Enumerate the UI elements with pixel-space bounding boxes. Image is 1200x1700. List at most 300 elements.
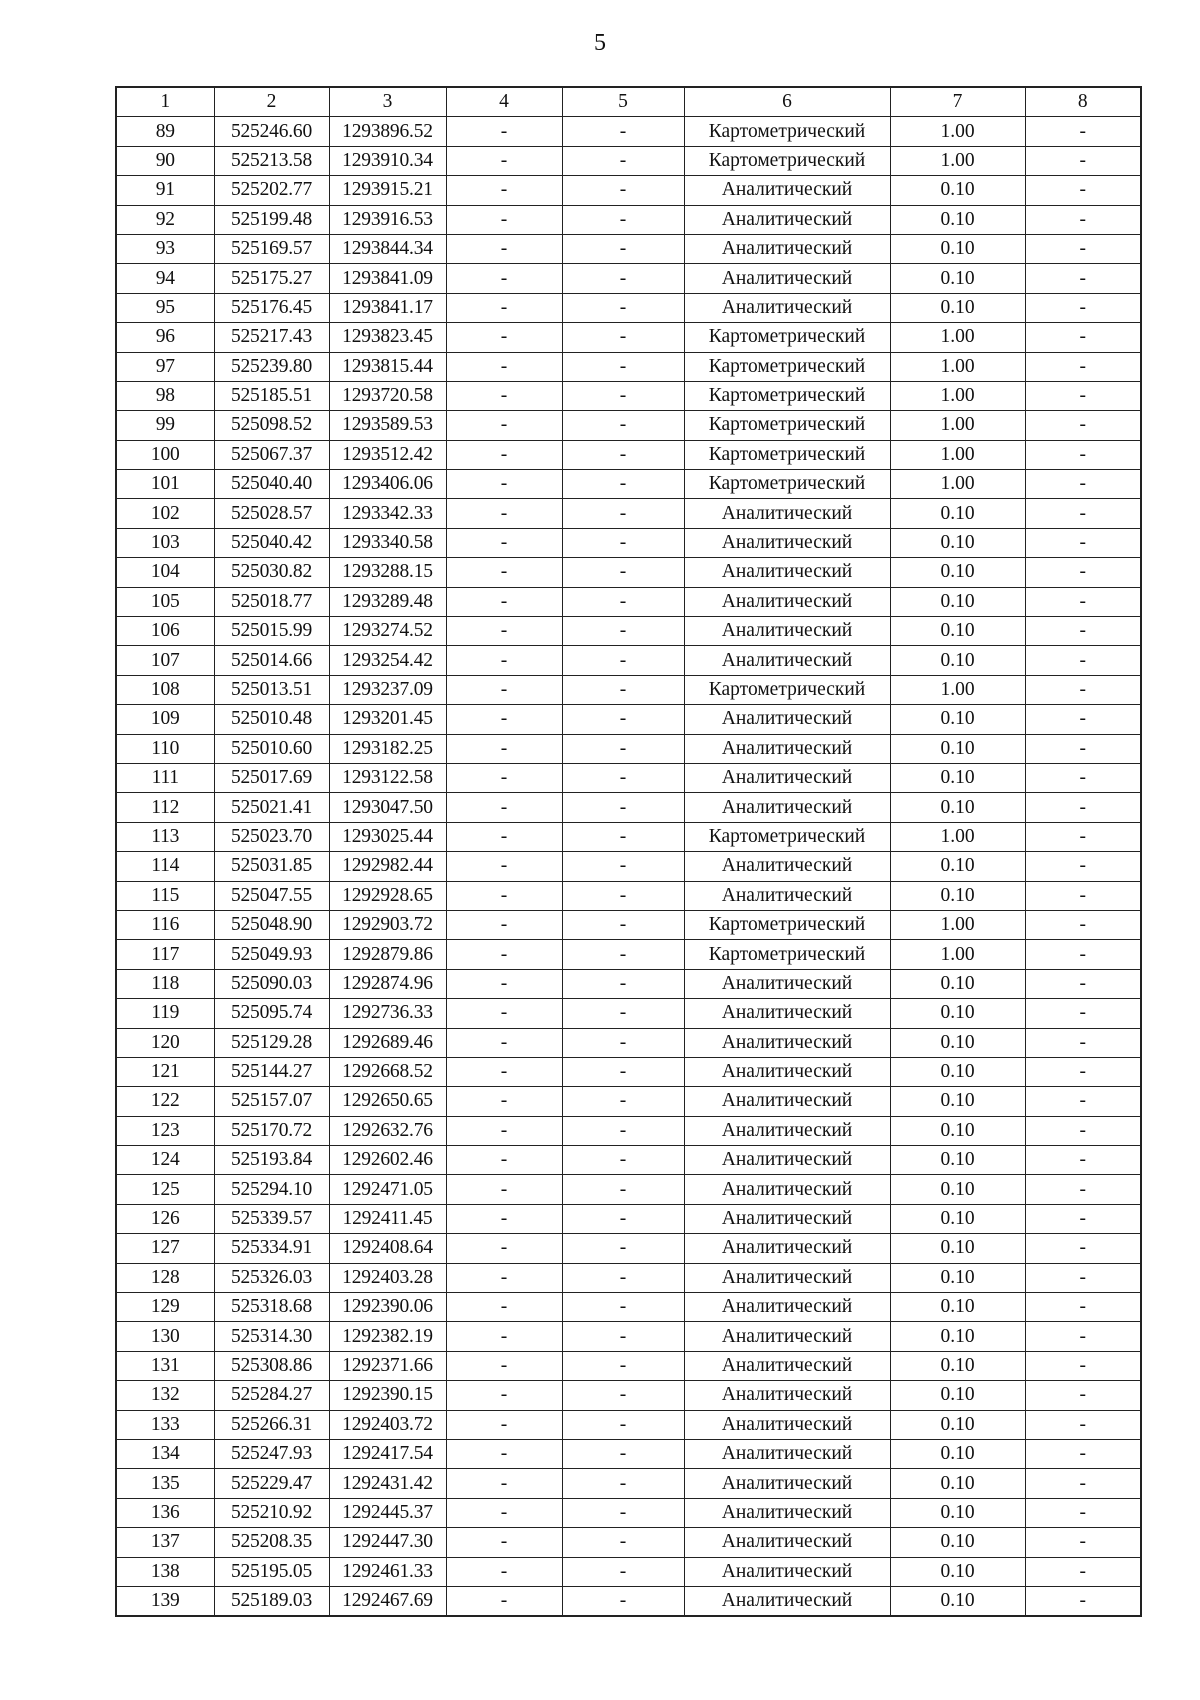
column-5-cell: -: [562, 793, 684, 822]
column-5-cell: -: [562, 881, 684, 910]
accuracy-cell: 0.10: [890, 528, 1025, 557]
y-coordinate-cell: 1292689.46: [329, 1028, 446, 1057]
accuracy-cell: 1.00: [890, 352, 1025, 381]
y-coordinate-cell: 1293122.58: [329, 763, 446, 792]
table-row: [116, 1234, 1141, 1263]
table-row: [116, 1498, 1141, 1527]
column-8-cell: -: [1025, 264, 1141, 293]
point-number-cell: 119: [116, 999, 214, 1028]
x-coordinate-cell: 525229.47: [214, 1469, 329, 1498]
column-4-cell: -: [446, 352, 562, 381]
y-coordinate-cell: 1292411.45: [329, 1204, 446, 1233]
method-cell: Аналитический: [684, 587, 890, 616]
column-8-cell: -: [1025, 1439, 1141, 1468]
accuracy-cell: 0.10: [890, 1586, 1025, 1616]
y-coordinate-cell: 1292382.19: [329, 1322, 446, 1351]
method-cell: Аналитический: [684, 705, 890, 734]
accuracy-cell: 0.10: [890, 1087, 1025, 1116]
table-row: [116, 617, 1141, 646]
accuracy-cell: 1.00: [890, 117, 1025, 146]
accuracy-cell: 0.10: [890, 1498, 1025, 1527]
y-coordinate-cell: 1292736.33: [329, 999, 446, 1028]
column-8-cell: -: [1025, 1057, 1141, 1086]
column-5-cell: -: [562, 146, 684, 175]
point-number-cell: 125: [116, 1175, 214, 1204]
column-4-cell: -: [446, 1557, 562, 1586]
x-coordinate-cell: 525169.57: [214, 234, 329, 263]
column-4-cell: -: [446, 763, 562, 792]
column-4-cell: -: [446, 558, 562, 587]
method-cell: Аналитический: [684, 1234, 890, 1263]
column-header-1: 1: [116, 87, 214, 117]
method-cell: Аналитический: [684, 1528, 890, 1557]
column-5-cell: -: [562, 528, 684, 557]
y-coordinate-cell: 1293589.53: [329, 411, 446, 440]
x-coordinate-cell: 525334.91: [214, 1234, 329, 1263]
table-row: [116, 705, 1141, 734]
x-coordinate-cell: 525013.51: [214, 675, 329, 704]
table-row: [116, 1351, 1141, 1380]
x-coordinate-cell: 525040.42: [214, 528, 329, 557]
y-coordinate-cell: 1293182.25: [329, 734, 446, 763]
column-8-cell: -: [1025, 969, 1141, 998]
table-row: [116, 1263, 1141, 1292]
column-4-cell: -: [446, 528, 562, 557]
y-coordinate-cell: 1293025.44: [329, 822, 446, 851]
y-coordinate-cell: 1292417.54: [329, 1439, 446, 1468]
table-row: [116, 940, 1141, 969]
point-number-cell: 107: [116, 646, 214, 675]
y-coordinate-cell: 1293841.09: [329, 264, 446, 293]
accuracy-cell: 0.10: [890, 1439, 1025, 1468]
column-header-2: 2: [214, 87, 329, 117]
table-row: [116, 1469, 1141, 1498]
method-cell: Аналитический: [684, 1586, 890, 1616]
column-5-cell: -: [562, 470, 684, 499]
page-number: 5: [594, 30, 606, 56]
column-4-cell: -: [446, 1087, 562, 1116]
column-4-cell: -: [446, 1146, 562, 1175]
point-number-cell: 109: [116, 705, 214, 734]
column-5-cell: -: [562, 499, 684, 528]
x-coordinate-cell: 525170.72: [214, 1116, 329, 1145]
point-number-cell: 89: [116, 117, 214, 146]
x-coordinate-cell: 525049.93: [214, 940, 329, 969]
method-cell: Аналитический: [684, 1381, 890, 1410]
point-number-cell: 114: [116, 852, 214, 881]
y-coordinate-cell: 1292668.52: [329, 1057, 446, 1086]
point-number-cell: 111: [116, 763, 214, 792]
point-number-cell: 126: [116, 1204, 214, 1233]
table-row: [116, 1439, 1141, 1468]
column-5-cell: -: [562, 176, 684, 205]
table-row: [116, 852, 1141, 881]
column-8-cell: -: [1025, 499, 1141, 528]
x-coordinate-cell: 525030.82: [214, 558, 329, 587]
point-number-cell: 139: [116, 1586, 214, 1616]
point-number-cell: 96: [116, 323, 214, 352]
y-coordinate-cell: 1293841.17: [329, 293, 446, 322]
table-row: [116, 176, 1141, 205]
accuracy-cell: 0.10: [890, 969, 1025, 998]
column-8-cell: -: [1025, 352, 1141, 381]
column-5-cell: -: [562, 1586, 684, 1616]
table-row: [116, 1586, 1141, 1616]
accuracy-cell: 1.00: [890, 910, 1025, 939]
y-coordinate-cell: 1292467.69: [329, 1586, 446, 1616]
column-5-cell: -: [562, 1439, 684, 1468]
column-5-cell: -: [562, 352, 684, 381]
column-5-cell: -: [562, 293, 684, 322]
method-cell: Аналитический: [684, 176, 890, 205]
accuracy-cell: 0.10: [890, 617, 1025, 646]
column-4-cell: -: [446, 1204, 562, 1233]
x-coordinate-cell: 525017.69: [214, 763, 329, 792]
x-coordinate-cell: 525157.07: [214, 1087, 329, 1116]
column-5-cell: -: [562, 734, 684, 763]
column-4-cell: -: [446, 411, 562, 440]
y-coordinate-cell: 1293512.42: [329, 440, 446, 469]
column-4-cell: -: [446, 822, 562, 851]
column-8-cell: -: [1025, 1469, 1141, 1498]
x-coordinate-cell: 525010.60: [214, 734, 329, 763]
method-cell: Картометрический: [684, 470, 890, 499]
column-5-cell: -: [562, 1057, 684, 1086]
accuracy-cell: 0.10: [890, 1028, 1025, 1057]
x-coordinate-cell: 525023.70: [214, 822, 329, 851]
table-row: [116, 352, 1141, 381]
method-cell: Картометрический: [684, 381, 890, 410]
point-number-cell: 94: [116, 264, 214, 293]
table-row: [116, 146, 1141, 175]
y-coordinate-cell: 1293720.58: [329, 381, 446, 410]
column-4-cell: -: [446, 587, 562, 616]
column-8-cell: -: [1025, 528, 1141, 557]
column-8-cell: -: [1025, 1293, 1141, 1322]
column-8-cell: -: [1025, 910, 1141, 939]
x-coordinate-cell: 525266.31: [214, 1410, 329, 1439]
method-cell: Аналитический: [684, 999, 890, 1028]
column-8-cell: -: [1025, 205, 1141, 234]
accuracy-cell: 1.00: [890, 675, 1025, 704]
x-coordinate-cell: 525031.85: [214, 852, 329, 881]
y-coordinate-cell: 1292408.64: [329, 1234, 446, 1263]
accuracy-cell: 0.10: [890, 1204, 1025, 1233]
x-coordinate-cell: 525217.43: [214, 323, 329, 352]
table-row: [116, 822, 1141, 851]
point-number-cell: 95: [116, 293, 214, 322]
column-5-cell: -: [562, 1293, 684, 1322]
column-4-cell: -: [446, 1028, 562, 1057]
y-coordinate-cell: 1293823.45: [329, 323, 446, 352]
method-cell: Картометрический: [684, 117, 890, 146]
y-coordinate-cell: 1293289.48: [329, 587, 446, 616]
column-5-cell: -: [562, 558, 684, 587]
x-coordinate-cell: 525308.86: [214, 1351, 329, 1380]
method-cell: Аналитический: [684, 852, 890, 881]
column-4-cell: -: [446, 1351, 562, 1380]
accuracy-cell: 1.00: [890, 470, 1025, 499]
method-cell: Аналитический: [684, 1087, 890, 1116]
y-coordinate-cell: 1292390.06: [329, 1293, 446, 1322]
column-4-cell: -: [446, 234, 562, 263]
method-cell: Картометрический: [684, 323, 890, 352]
column-8-cell: -: [1025, 646, 1141, 675]
column-4-cell: -: [446, 205, 562, 234]
column-8-cell: -: [1025, 1322, 1141, 1351]
point-number-cell: 102: [116, 499, 214, 528]
column-4-cell: -: [446, 910, 562, 939]
x-coordinate-cell: 525326.03: [214, 1263, 329, 1292]
x-coordinate-cell: 525018.77: [214, 587, 329, 616]
method-cell: Аналитический: [684, 1146, 890, 1175]
point-number-cell: 117: [116, 940, 214, 969]
accuracy-cell: 0.10: [890, 1293, 1025, 1322]
accuracy-cell: 1.00: [890, 323, 1025, 352]
coordinates-table: [115, 86, 1142, 1617]
table-row: [116, 1175, 1141, 1204]
column-8-cell: -: [1025, 1175, 1141, 1204]
y-coordinate-cell: 1292982.44: [329, 852, 446, 881]
point-number-cell: 103: [116, 528, 214, 557]
x-coordinate-cell: 525246.60: [214, 117, 329, 146]
x-coordinate-cell: 525314.30: [214, 1322, 329, 1351]
column-8-cell: -: [1025, 881, 1141, 910]
y-coordinate-cell: 1293342.33: [329, 499, 446, 528]
accuracy-cell: 0.10: [890, 234, 1025, 263]
column-8-cell: -: [1025, 411, 1141, 440]
method-cell: Аналитический: [684, 646, 890, 675]
column-4-cell: -: [446, 1498, 562, 1527]
point-number-cell: 101: [116, 470, 214, 499]
point-number-cell: 98: [116, 381, 214, 410]
column-4-cell: -: [446, 1439, 562, 1468]
x-coordinate-cell: 525195.05: [214, 1557, 329, 1586]
accuracy-cell: 1.00: [890, 146, 1025, 175]
accuracy-cell: 0.10: [890, 1057, 1025, 1086]
column-8-cell: -: [1025, 1028, 1141, 1057]
column-5-cell: -: [562, 999, 684, 1028]
y-coordinate-cell: 1292903.72: [329, 910, 446, 939]
column-8-cell: -: [1025, 1381, 1141, 1410]
column-4-cell: -: [446, 1057, 562, 1086]
column-8-cell: -: [1025, 1234, 1141, 1263]
column-4-cell: -: [446, 1410, 562, 1439]
column-4-cell: -: [446, 1175, 562, 1204]
x-coordinate-cell: 525015.99: [214, 617, 329, 646]
column-5-cell: -: [562, 940, 684, 969]
table-row: [116, 999, 1141, 1028]
table-row: [116, 587, 1141, 616]
column-8-cell: -: [1025, 675, 1141, 704]
column-5-cell: -: [562, 1234, 684, 1263]
accuracy-cell: 0.10: [890, 1351, 1025, 1380]
table-row: [116, 323, 1141, 352]
method-cell: Аналитический: [684, 528, 890, 557]
x-coordinate-cell: 525067.37: [214, 440, 329, 469]
point-number-cell: 92: [116, 205, 214, 234]
column-4-cell: -: [446, 705, 562, 734]
point-number-cell: 134: [116, 1439, 214, 1468]
column-8-cell: -: [1025, 146, 1141, 175]
x-coordinate-cell: 525129.28: [214, 1028, 329, 1057]
column-4-cell: -: [446, 734, 562, 763]
method-cell: Картометрический: [684, 440, 890, 469]
table-row: [116, 1322, 1141, 1351]
column-header-8: 8: [1025, 87, 1141, 117]
y-coordinate-cell: 1293916.53: [329, 205, 446, 234]
column-5-cell: -: [562, 1498, 684, 1527]
y-coordinate-cell: 1293896.52: [329, 117, 446, 146]
column-5-cell: -: [562, 1146, 684, 1175]
method-cell: Аналитический: [684, 881, 890, 910]
x-coordinate-cell: 525284.27: [214, 1381, 329, 1410]
column-5-cell: -: [562, 675, 684, 704]
column-header-7: 7: [890, 87, 1025, 117]
column-4-cell: -: [446, 470, 562, 499]
table-row: [116, 793, 1141, 822]
x-coordinate-cell: 525189.03: [214, 1586, 329, 1616]
point-number-cell: 133: [116, 1410, 214, 1439]
method-cell: Аналитический: [684, 1263, 890, 1292]
column-5-cell: -: [562, 1263, 684, 1292]
y-coordinate-cell: 1292874.96: [329, 969, 446, 998]
column-4-cell: -: [446, 381, 562, 410]
column-5-cell: -: [562, 381, 684, 410]
point-number-cell: 91: [116, 176, 214, 205]
table-row: [116, 1293, 1141, 1322]
y-coordinate-cell: 1292461.33: [329, 1557, 446, 1586]
column-5-cell: -: [562, 1028, 684, 1057]
column-4-cell: -: [446, 999, 562, 1028]
column-5-cell: -: [562, 763, 684, 792]
column-4-cell: -: [446, 1381, 562, 1410]
point-number-cell: 132: [116, 1381, 214, 1410]
method-cell: Аналитический: [684, 1410, 890, 1439]
point-number-cell: 123: [116, 1116, 214, 1145]
table-row: [116, 528, 1141, 557]
table-row: [116, 264, 1141, 293]
column-8-cell: -: [1025, 176, 1141, 205]
y-coordinate-cell: 1293815.44: [329, 352, 446, 381]
accuracy-cell: 0.10: [890, 1263, 1025, 1292]
x-coordinate-cell: 525047.55: [214, 881, 329, 910]
column-8-cell: -: [1025, 1204, 1141, 1233]
column-8-cell: -: [1025, 999, 1141, 1028]
column-8-cell: -: [1025, 1498, 1141, 1527]
y-coordinate-cell: 1293915.21: [329, 176, 446, 205]
column-8-cell: -: [1025, 852, 1141, 881]
column-5-cell: -: [562, 323, 684, 352]
method-cell: Аналитический: [684, 234, 890, 263]
accuracy-cell: 0.10: [890, 1234, 1025, 1263]
y-coordinate-cell: 1293274.52: [329, 617, 446, 646]
accuracy-cell: 0.10: [890, 1175, 1025, 1204]
accuracy-cell: 0.10: [890, 646, 1025, 675]
method-cell: Аналитический: [684, 734, 890, 763]
point-number-cell: 120: [116, 1028, 214, 1057]
accuracy-cell: 0.10: [890, 499, 1025, 528]
table-row: [116, 763, 1141, 792]
point-number-cell: 127: [116, 1234, 214, 1263]
table-row: [116, 1146, 1141, 1175]
point-number-cell: 135: [116, 1469, 214, 1498]
method-cell: Аналитический: [684, 1116, 890, 1145]
column-5-cell: -: [562, 822, 684, 851]
y-coordinate-cell: 1293844.34: [329, 234, 446, 263]
x-coordinate-cell: 525202.77: [214, 176, 329, 205]
column-5-cell: -: [562, 910, 684, 939]
accuracy-cell: 1.00: [890, 411, 1025, 440]
table-row: [116, 381, 1141, 410]
column-8-cell: -: [1025, 381, 1141, 410]
column-4-cell: -: [446, 1528, 562, 1557]
column-4-cell: -: [446, 1234, 562, 1263]
column-4-cell: -: [446, 793, 562, 822]
table-header: [116, 87, 1141, 117]
column-5-cell: -: [562, 1175, 684, 1204]
column-4-cell: -: [446, 146, 562, 175]
column-4-cell: -: [446, 293, 562, 322]
column-4-cell: -: [446, 852, 562, 881]
point-number-cell: 137: [116, 1528, 214, 1557]
x-coordinate-cell: 525175.27: [214, 264, 329, 293]
accuracy-cell: 1.00: [890, 940, 1025, 969]
point-number-cell: 124: [116, 1146, 214, 1175]
column-5-cell: -: [562, 1410, 684, 1439]
method-cell: Аналитический: [684, 1175, 890, 1204]
y-coordinate-cell: 1293340.58: [329, 528, 446, 557]
accuracy-cell: 0.10: [890, 734, 1025, 763]
column-5-cell: -: [562, 852, 684, 881]
column-5-cell: -: [562, 440, 684, 469]
method-cell: Картометрический: [684, 940, 890, 969]
method-cell: Аналитический: [684, 1057, 890, 1086]
method-cell: Аналитический: [684, 617, 890, 646]
column-4-cell: -: [446, 1263, 562, 1292]
y-coordinate-cell: 1292371.66: [329, 1351, 446, 1380]
table-row: [116, 675, 1141, 704]
x-coordinate-cell: 525021.41: [214, 793, 329, 822]
point-number-cell: 97: [116, 352, 214, 381]
table-row: [116, 1028, 1141, 1057]
y-coordinate-cell: 1292928.65: [329, 881, 446, 910]
column-4-cell: -: [446, 1322, 562, 1351]
x-coordinate-cell: 525090.03: [214, 969, 329, 998]
method-cell: Аналитический: [684, 558, 890, 587]
method-cell: Картометрический: [684, 352, 890, 381]
accuracy-cell: 0.10: [890, 1322, 1025, 1351]
y-coordinate-cell: 1293201.45: [329, 705, 446, 734]
x-coordinate-cell: 525247.93: [214, 1439, 329, 1468]
method-cell: Аналитический: [684, 293, 890, 322]
y-coordinate-cell: 1293406.06: [329, 470, 446, 499]
column-8-cell: -: [1025, 763, 1141, 792]
point-number-cell: 128: [116, 1263, 214, 1292]
column-8-cell: -: [1025, 587, 1141, 616]
column-4-cell: -: [446, 940, 562, 969]
point-number-cell: 99: [116, 411, 214, 440]
x-coordinate-cell: 525199.48: [214, 205, 329, 234]
method-cell: Картометрический: [684, 822, 890, 851]
method-cell: Аналитический: [684, 1204, 890, 1233]
y-coordinate-cell: 1293288.15: [329, 558, 446, 587]
point-number-cell: 105: [116, 587, 214, 616]
table-row: [116, 1557, 1141, 1586]
column-4-cell: -: [446, 176, 562, 205]
column-5-cell: -: [562, 1528, 684, 1557]
accuracy-cell: 0.10: [890, 999, 1025, 1028]
